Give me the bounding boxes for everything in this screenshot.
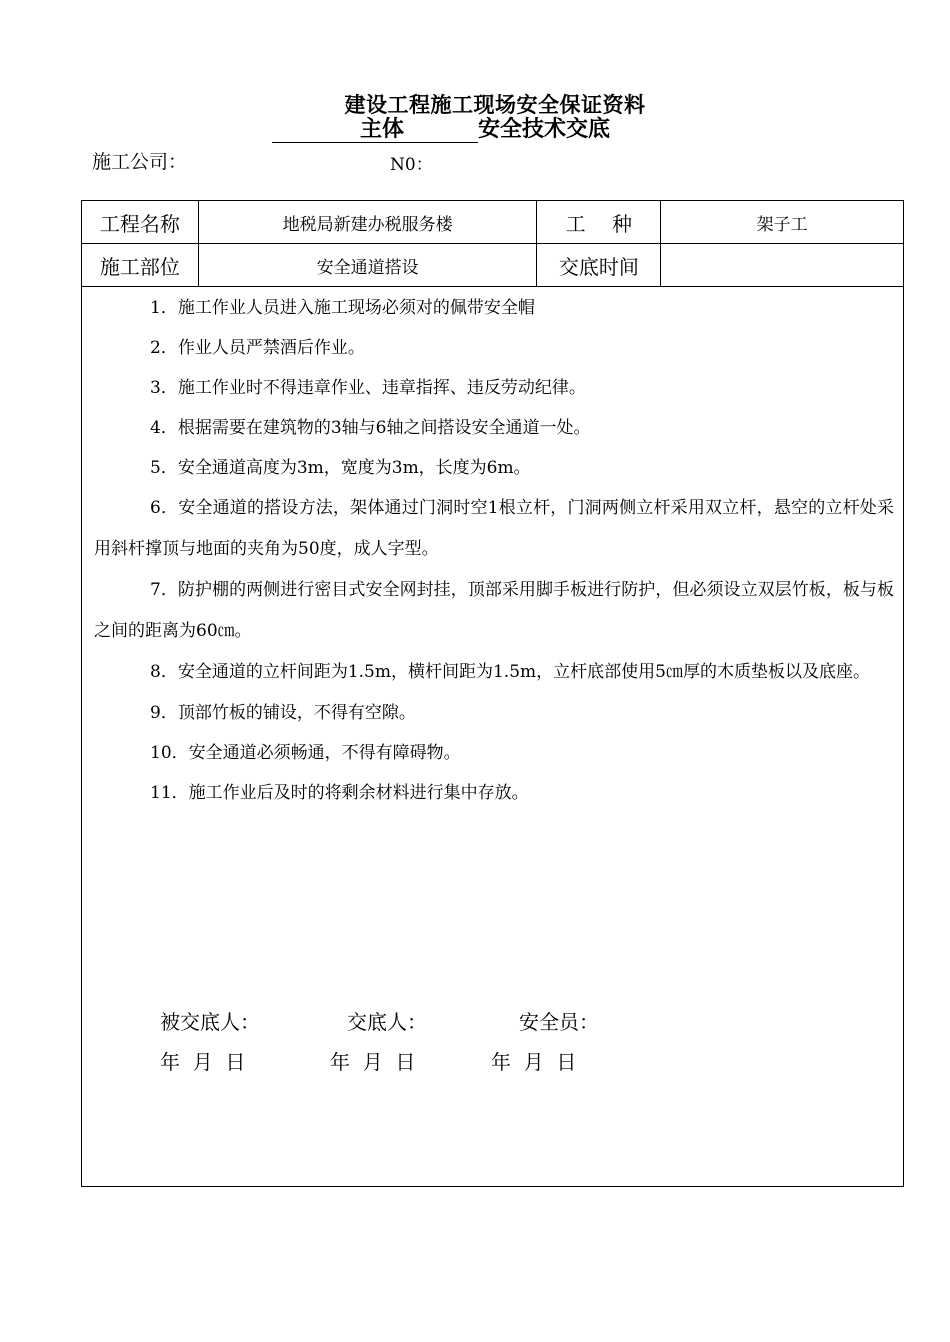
project-name-value: 地税局新建办税服务楼	[198, 201, 537, 244]
giver-date: 年 月 日	[330, 1050, 416, 1074]
time-value	[661, 244, 904, 287]
list-item: 4．根据需要在建筑物的3轴与6轴之间搭设安全通道一处。	[150, 418, 591, 438]
location-label: 施工部位	[82, 244, 199, 287]
list-item: 8．安全通道的立杆间距为1.5m，横杆间距为1.5m，立杆底部使用5㎝厚的木质垫板以及底座。	[150, 662, 870, 682]
company-label: 施工公司：	[92, 151, 188, 173]
subject-value: 主体	[360, 116, 405, 142]
time-label: 交底时间	[537, 244, 661, 287]
list-item: 2．作业人员严禁酒后作业。	[150, 338, 365, 358]
safety-officer-label: 安全员：	[519, 1010, 599, 1034]
giver-signature-label: 交底人：	[347, 1010, 427, 1034]
document-subtitle-line	[272, 114, 610, 144]
receiver-date: 年 月 日	[160, 1050, 246, 1074]
table-row	[82, 244, 904, 287]
list-item: 7．防护棚的两侧进行密目式安全网封挂，顶部采用脚手板进行防护，但必须设立双层竹板，板与板之间的距离为60㎝。	[94, 580, 894, 641]
trade-value: 架子工	[661, 201, 904, 244]
project-name-label: 工程名称	[82, 201, 199, 244]
number-label: N0：	[390, 155, 433, 175]
list-item: 1．施工作业人员进入施工现场必须对的佩带安全帽	[150, 298, 535, 318]
list-item: 3．施工作业时不得违章作业、违章指挥、违反劳动纪律。	[150, 378, 586, 398]
list-item: 9．顶部竹板的铺设，不得有空隙。	[150, 703, 416, 723]
table-row	[82, 201, 904, 244]
safety-officer-date: 年 月 日	[491, 1050, 577, 1074]
list-item: 6．安全通道的搭设方法，架体通过门洞时空1根立杆，门洞两侧立杆采用双立杆，悬空的立杆处采用斜杆撑顶与地面的夹角为50度，成人字型。	[94, 498, 894, 559]
instruction-content-box	[81, 286, 904, 1187]
list-item: 11．施工作业后及时的将剩余材料进行集中存放。	[150, 783, 529, 803]
info-table	[81, 200, 904, 287]
document-title: 建设工程施工现场安全保证资料	[344, 92, 646, 117]
list-item: 5．安全通道高度为3m，宽度为3m，长度为6m。	[150, 458, 531, 478]
location-value: 安全通道搭设	[198, 244, 537, 287]
document-subtitle: 安全技术交底	[478, 116, 611, 142]
list-item: 10．安全通道必须畅通，不得有障碍物。	[150, 743, 461, 763]
subject-fill-blank	[272, 114, 478, 143]
receiver-signature-label: 被交底人：	[160, 1010, 260, 1034]
instruction-list	[94, 288, 894, 813]
trade-label: 工 种	[537, 201, 661, 244]
